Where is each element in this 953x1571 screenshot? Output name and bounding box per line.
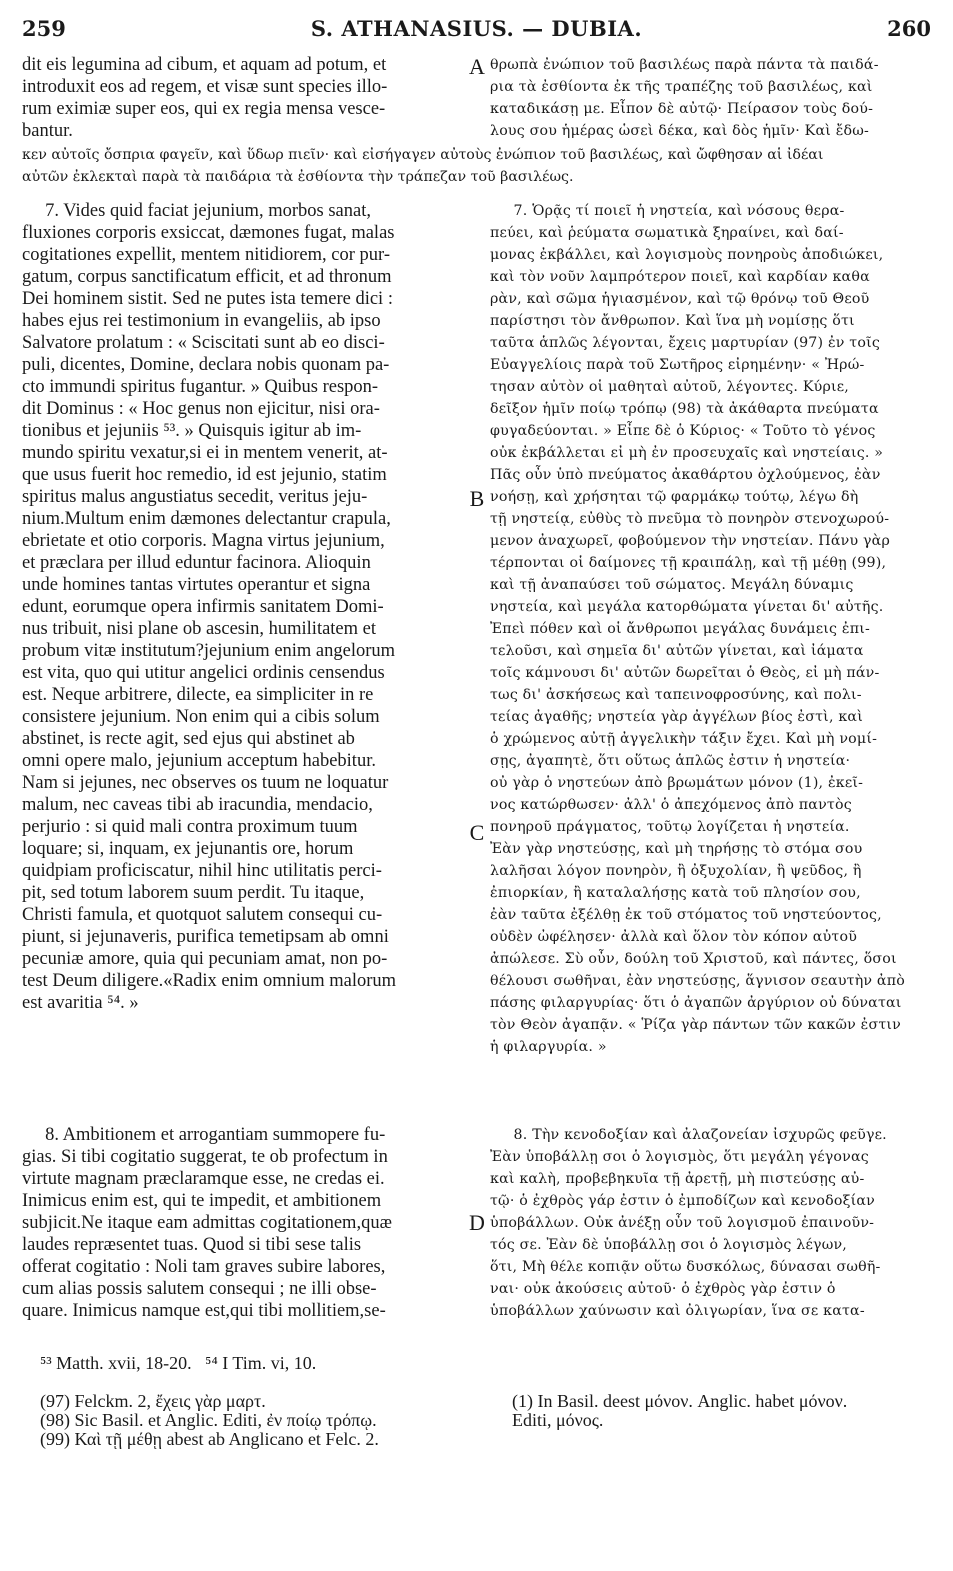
page-number-right: 260 [887,16,931,41]
latin-paragraph-7: 7. Vides quid faciat jejunium, morbos sanat, fluxiones corporis exsiccat, dæmones fugat, malas cogitationes expellit, mentem nitidiorem, cor pur- gatum, corpus sanctificatum efficit, et ad thronum Dei hominem sistit. Sed ne putes ista temere dici : habes ejus rei testimonium in evangeliis, ab ipso Salvatore prolatum : « Sciscitati sunt ab eo disci- puli, dicentes, Domine, declara nobis quonam pa- cto immundi spiritus fugantur. » Quibus respon- dit Dominus : « Hoc genus non ejicitur, nisi ora- tionibus et jejuniis ⁵³. » Quisquis igitur ab im- mundo spiritu vexatur,si ei in mentem venerit, at- que usus fuerit hoc remedio, id est jejunio, statim spiritus malus angustiatus secedit, veritus jeju- nium.Multum enim dæmones delectantur crapula, ebrietate et otio corporis. Magna virtus jejunium, et præclara per illud eduntur facinora. Alioquin unde homines tantas virtutes operantur et signa edunt, eorumque opera infirmis sanitatem Domi- nus tribuit, nisi plane ob ascesin, humilitatem et probum vitæ institutum?jejunium enim angelorum est vita, quo qui utitur angelici ordinis censendus est. Neque arbitrere, dilecte, ea simpliciter in re consistere jejunium. Non enim qui a cibis solum abstinet, is recte agit, sed ejus qui abstinet ab omni opere malo, jejunium acceptum habebitur. Nam si jejunes, nec observes os tuum ne loquatur malum, nec caveas tibi ab iracundia, mendacio, perjurio : si quid mali contra proximum tuum loquare; si, inquam, ex jejunantis ore, horum quidpiam proficiscatur, nihil hinc utilitatis perci- pit, sed totum laborem suum perdit. Tu itaque, Christi famula, et quotquot salutem consequi cu- piunt, si jejunaveris, purifica temetipsam ab omni pecuniæ amore, quia qui pecuniam amat, non po- test Deum diligere.«Radix enim omnium malorum est avaritia ⁵⁴. » [22,201,397,1013]
latin-paragraph-8: 8. Ambitionem et arrogantiam summopere fu- gias. Si tibi cogitatio suggerat, te ob profectum in virtute magnam præclaramque esse, ne credas ei. Inimicus enim est, qui te impedit, et ambitionem subjicit.Ne itaque eam admittas cogitationem,quæ laudes repræsentet tuas. Quod si tibi sese talis offerat cogitatio : Noli tam graves subire labores, cum alias possis salutem consequi ; ne illi obse- quare. Inimicus namque est,qui tibi mollitiem,se- [22,1125,392,1321]
greek-variant-footnote-1: (1) In Basil. deest μόνον. Anglic. habet μόνον. Editi, μόνος. [512,1391,848,1430]
margin-letter-b: B [469,486,485,511]
page-title: S. ATHANASIUS. — DUBIA. [310,16,643,41]
page-number-left: 259 [22,16,66,41]
greek-top-lines: θρωπὰ ἐνώπιον τοῦ βασιλέως παρὰ πάντα τὰ παιδά- ρια τὰ ἐσθίοντα ἐκ τῆς τραπέζης τοῦ βασιλέως, καὶ καταδικάσῃ με. Εἶπον δὲ αὐτῷ· Πείρασον τοὺς δού- λους σου ἡμέρας ὡσεὶ δέκα, καὶ δὸς ἡμῖν· Καὶ ἔδω- [490,57,879,139]
running-header [22,16,931,42]
margin-letter-d: D [469,1210,485,1235]
margin-letter-a: A [469,54,485,79]
greek-full-width-lines: κεν αὐτοῖς ὄσπρια φαγεῖν, καὶ ὕδωρ πιεῖν· καὶ εἰσήγαγεν αὐτοὺς ἐνώπιον τοῦ βασιλέως, καὶ ὤφθησαν αἱ ἰδέαι αὐτῶν ἐκλεκταὶ παρὰ τὰ παιδάρια τὰ ἐσθίοντα τὴν τράπεζαν τοῦ βασιλέως. [22,147,824,185]
scripture-footnotes: ⁵³ Matth. xvii, 18-20. ⁵⁴ I Tim. vi, 10. [40,1353,317,1373]
latin-top-lines: dit eis legumina ad cibum, et aquam ad potum, et introduxit eos ad regem, et visæ sunt species illo- rum eximiæ super eos, qui ex regia mensa vesce- bantur. [22,55,388,141]
greek-variant-footnotes: (97) Felckm. 2, ἔχεις γὰρ μαρτ. (98) Sic Basil. et Anglic. Editi, ἐν ποίῳ τρόπῳ. (99) Καὶ τῇ μέθῃ abest ab Anglicano et Felc. 2. [40,1391,379,1449]
margin-letter-c: C [469,820,485,845]
greek-paragraph-7: 7. Ὁρᾷς τί ποιεῖ ἡ νηστεία, καὶ νόσους θερα- πεύει, καὶ ῥεύματα σωματικὰ ξηραίνει, καὶ δαί- μονας ἐκβάλλει, καὶ λογισμοὺς πονηροὺς ἀποδιώκει, καὶ τὸν νοῦν λαμπρότερον ποιεῖ, καὶ καρδίαν καθα ρὰν, καὶ σῶμα ἡγιασμένον, καὶ τῷ θρόνῳ τοῦ Θεοῦ παρίστησι τὸν ἄνθρωπον. Καὶ ἵνα μὴ νομίσῃς ὅτι ταῦτα ἁπλῶς λέγονται, ἔχεις μαρτυρίαν (97) ἐν τοῖς Εὐαγγελίοις παρὰ τοῦ Σωτῆρος εἰρημένην· « Ἠρώ- τησαν αὐτὸν οἱ μαθηταὶ αὐτοῦ, λέγοντες. Κύριε, δεῖξον ἡμῖν ποίῳ τρόπῳ (98) τὰ ἀκάθαρτα πνεύματα φυγαδεύονται. » Εἶπε δὲ ὁ Κύριος· « Τοῦτο τὸ γένος οὐκ ἐκβάλλεται εἰ μὴ ἐν προσευχαῖς καὶ νηστείαις. » Πᾶς οὖν ὑπὸ πνεύματος ἀκαθάρτου ὀχλούμενος, ἐὰν νοήσῃ, καὶ χρήσηται τῷ φαρμάκῳ τούτῳ, λέγω δὴ τῇ νηστείᾳ, εὐθὺς τὸ πνεῦμα τὸ πονηρὸν στενοχωρού- μενον ἀναχωρεῖ, φοβούμενον τὴν νηστείαν. Πάνυ γὰρ τέρπονται οἱ δαίμονες τῇ κραιπάλῃ, καὶ τῇ μέθῃ (99), καὶ τῇ ἀναπαύσει τοῦ σώματος. Μεγάλη δύναμις νηστεία, καὶ μεγάλα κατορθώματα γίνεται δι' αὐτῆς. Ἐπεὶ πόθεν καὶ οἱ ἄνθρωποι μεγάλας δυνάμεις ἐπι- τελοῦσι, καὶ σημεῖα δι' αὐτῶν γίνεται, καὶ ἰάματα τοῖς κάμνουσι δι' αὐτῶν δωρεῖται ὁ Θεὸς, εἰ μὴ πάν- τως δι' ἀσκήσεως καὶ ταπεινοφροσύνης, καὶ πολι- τείας ἀγαθῆς; νηστεία γὰρ ἀγγέλων βίος ἐστὶ, καὶ ὁ χρώμενος αὐτῇ ἀγγελικὴν τάξιν ἔχει. Καὶ μὴ νομί- σῃς, ἀγαπητὲ, ὅτι οὕτως ἁπλῶς ἐστιν ἡ νηστεία· οὐ γὰρ ὁ νηστεύων ἀπὸ βρωμάτων μόνον (1), ἐκεῖ- νος κατώρθωσεν· ἀλλ' ὁ ἀπεχόμενος ἀπὸ παντὸς πονηροῦ πράγματος, τοῦτῳ λογίζεται ἡ νηστεία. Ἐὰν γὰρ νηστεύσῃς, καὶ μὴ τηρήσῃς τὸ στόμα σου λαλῆσαι λόγον πονηρὸν, ἢ ὀξυχολίαν, ἢ ψεῦδος, ἢ ἐπιορκίαν, ἢ καταλαλήσῃς κατὰ τοῦ πλησίον σου, ἐὰν ταῦτα ἐξέλθῃ ἐκ τοῦ στόματος τοῦ νηστεύοντος, οὐδὲν ὠφέλησεν· ἀλλὰ καὶ ὅλον τὸν κόπον αὐτοῦ ἀπώλεσε. Σὺ οὖν, δούλη τοῦ Χριστοῦ, καὶ πάντες, ὅσοι θέλουσι σωθῆναι, ἐὰν νηστεύσῃς, ἅγνισον σεαυτὴν ἀπὸ πάσης φιλαργυρίας· ὅτι ὁ ἀγαπῶν ἀργύριον οὐ δύναται τὸν Θεὸν ἀγαπᾷν. « Ῥίζα γὰρ πάντων τῶν κακῶν ἐστιν ἡ φιλαργυρία. » [490,203,905,1055]
greek-paragraph-8: 8. Τὴν κενοδοξίαν καὶ ἀλαζονείαν ἰσχυρῶς φεῦγε. Ἐὰν ὑποβάλλῃ σοι ὁ λογισμὸς, ὅτι μεγάλη γέγονας καὶ καλὴ, προβεβηκυῖα τῇ ἀρετῇ, μὴ πιστεύσῃς αὐ- τῷ· ὁ ἐχθρὸς γάρ ἐστιν ὁ ἐμποδίζων καὶ κενοδοξίαν ὑποβάλλων. Οὐκ ἀνέξῃ οὖν τοῦ λογισμοῦ ἐπαινοῦν- τός σε. Ἐὰν δὲ ὑποβάλλῃ σοι ὁ λογισμὸς λέγων, ὅτι, Μὴ θέλε κοπιᾷν οὕτω δυσκόλως, δύνασαι σωθῆ- ναι· οὐκ ἀκούσεις αὐτοῦ· ὁ ἐχθρὸς γὰρ ἐστιν ὁ ὑποβάλλων χαύνωσιν καὶ ὀλιγωρίαν, ἵνα σε κατα- [490,1127,887,1319]
